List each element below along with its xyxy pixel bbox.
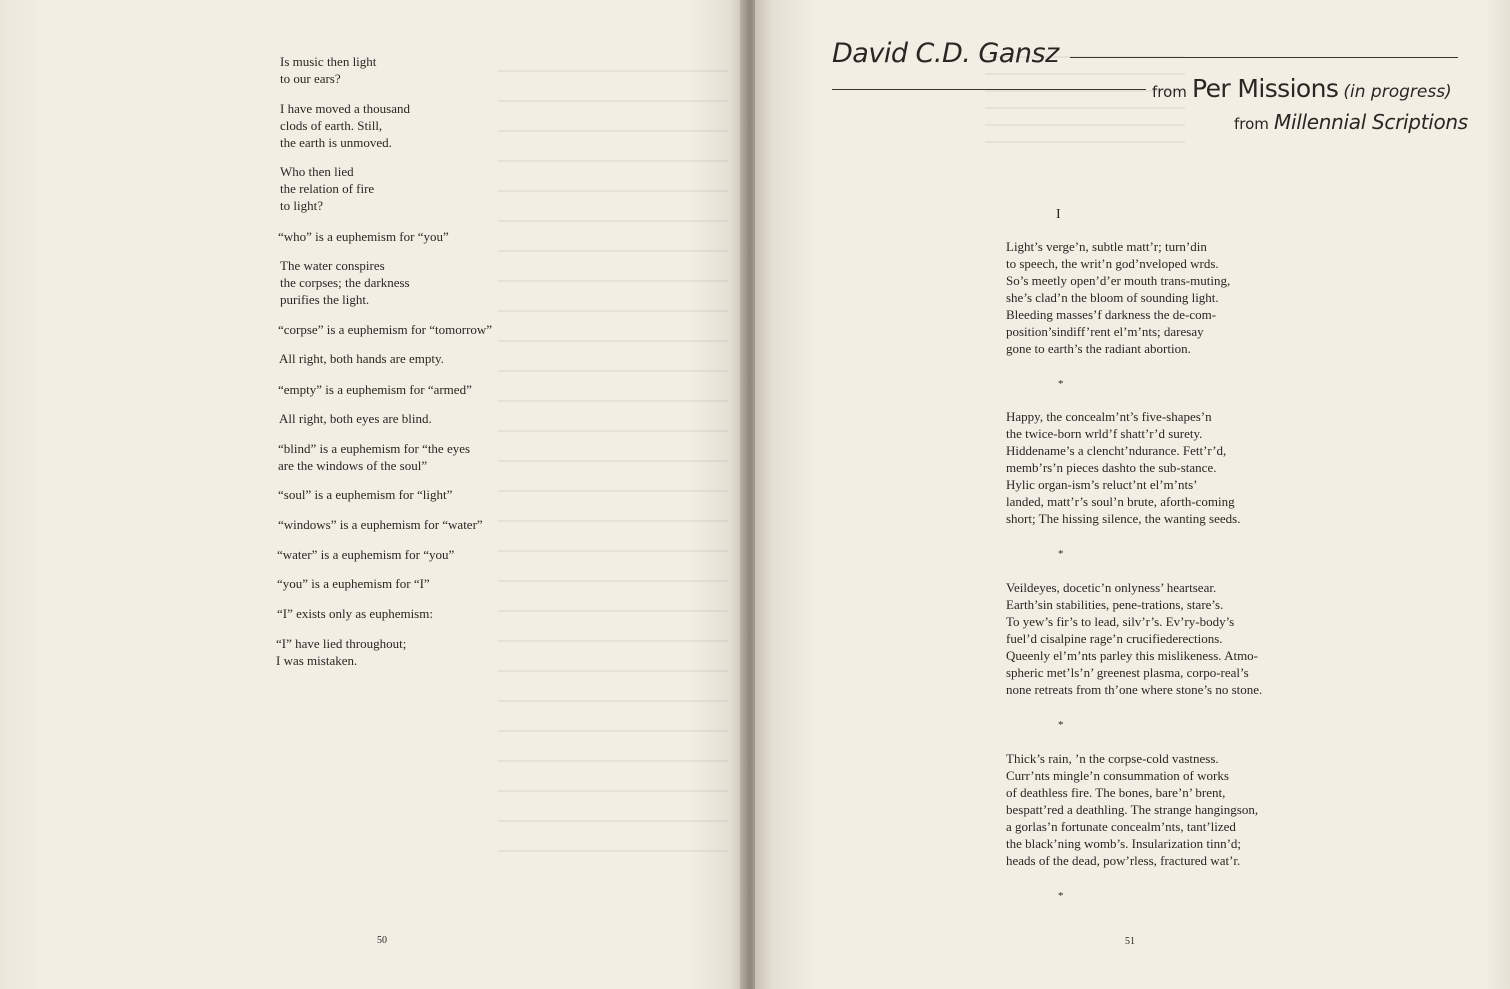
poem-stanza: “you” is a euphemism for “I”	[277, 576, 430, 591]
title-line	[1152, 74, 1452, 103]
bleed-through-texture	[985, 45, 1185, 155]
subtitle-line	[1234, 110, 1468, 134]
stanza-separator: *	[1058, 719, 1064, 731]
poem-stanza: “I” have lied throughout; I was mistaken.	[276, 636, 407, 668]
author-name: David C.D. Gansz	[832, 38, 1059, 69]
poem-stanza: “windows” is a euphemism for “water”	[278, 517, 483, 532]
poem-stanza: Happy, the concealm’nt’s five-shapes’n the twice-born wrld’f shatt’r’d surety. Hiddename’s a clencht’ndurance. Fett’r’d, memb’rs’n pieces dashto the sub-stance. Hylic organ-ism’s reluct’nt el’m’nts’ landed, matt’r’s soul’n brute, aforth-coming short; The hissing silence, the wanting seeds.	[1006, 409, 1241, 526]
poem-stanza: The water conspires the corpses; the darkness purifies the light.	[280, 258, 410, 307]
poem-stanza: Who then lied the relation of fire to light?	[280, 164, 375, 213]
poem-stanza: “blind” is a euphemism for “the eyes are the windows of the soul”	[278, 441, 471, 473]
work-subtitle: Millennial Scriptions	[1274, 110, 1468, 134]
stanza-separator: *	[1058, 378, 1064, 390]
poem-stanza: “water” is a euphemism for “you”	[277, 547, 455, 562]
bleed-through-texture	[498, 60, 728, 880]
page-number: 50	[377, 935, 387, 946]
poem-stanza: “empty” is a euphemism for “armed”	[278, 382, 472, 397]
poem-stanza: Thick’s rain, ’n the corpse-cold vastness. Curr’nts mingle’n consummation of works of deathless fire. The bones, bare’n’ brent, bespatt’red a deathling. The strange hangingson, a gorlas’n fortunate concealm’nts, tant’lized the black’ning womb’s. Insularization tinn’d; heads of the dead, pow’rless, fractured wat’r.	[1006, 751, 1259, 868]
poem-stanza: “soul” is a euphemism for “light”	[278, 487, 453, 502]
title-note: (in progress)	[1343, 82, 1452, 102]
poem-stanza: All right, both hands are empty.	[279, 351, 444, 366]
poem-stanza: “who” is a euphemism for “you”	[278, 229, 449, 244]
poem-stanza: Is music then light to our ears?	[280, 54, 377, 86]
from-label: from	[1152, 83, 1187, 101]
stanza-separator: *	[1058, 548, 1064, 560]
poem-stanza: I have moved a thousand clods of earth. Still, the earth is unmoved.	[280, 101, 410, 150]
poem-stanza: Veildeyes, docetic’n onlyness’ heartsear. Earth’sin stabilities, pene-trations, stare’s. To yew’s fir’s to lead, silv’r’s. Ev’ry-body’s fuel’d cisalpine rage’n crucifiederections. Queenly el’m’nts parley this mislikeness. Atmo- spheric met’ls’n’ greenest plasma, corpo-real’s none retreats from th’one where stone’s no stone.	[1006, 580, 1263, 697]
stanza-separator: *	[1058, 890, 1064, 902]
from-label: from	[1234, 115, 1269, 133]
poem-stanza: All right, both eyes are blind.	[279, 411, 432, 426]
poem-stanza: “I” exists only as euphemism:	[277, 606, 433, 621]
poem-stanza: Light’s verge’n, subtle matt’r; turn’din to speech, the writ’n god’nveloped wrds. So’s meetly open’d’er mouth trans-muting, she’s clad’n the bloom of sounding light. Bleeding masses’f darkness the de-com- position’sindiff’rent el’m’nts; daresay gone to earth’s the radiant abortion.	[1006, 239, 1231, 356]
section-numeral: I	[1056, 207, 1061, 222]
page-number: 51	[1125, 936, 1135, 947]
work-title: Per Missions	[1192, 74, 1339, 103]
poem-stanza: “corpse” is a euphemism for “tomorrow”	[278, 322, 493, 337]
